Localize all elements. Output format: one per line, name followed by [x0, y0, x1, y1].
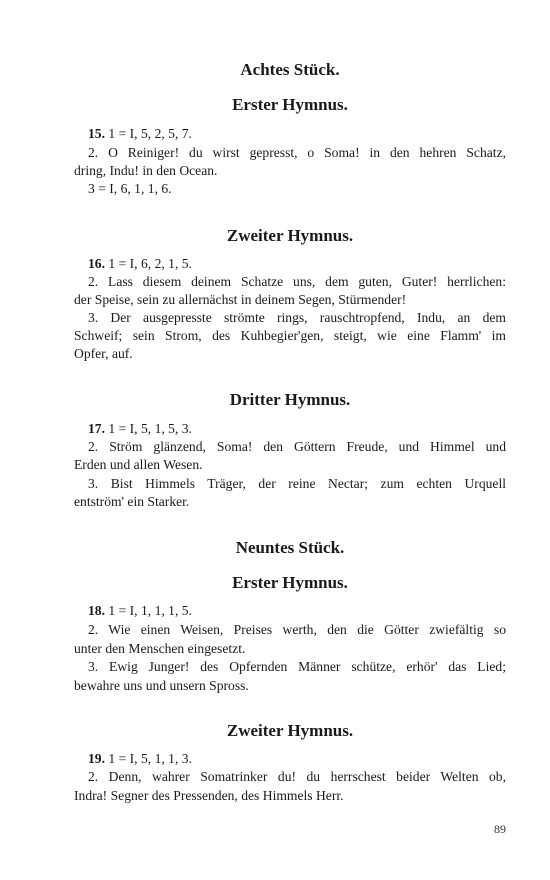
hymn-formula: 1 = I, 5, 1, 1, 3.	[105, 751, 192, 766]
text-line: entström' ein Starker.	[74, 494, 190, 509]
hymn-title: Zweiter Hymnus.	[226, 721, 354, 740]
hymn-title: Erster Hymnus.	[232, 573, 348, 592]
text-line: 2. Ström glänzend, Soma! den Göttern Freude, und Himmel und	[88, 439, 506, 454]
hymn-number: 15.	[88, 126, 105, 141]
hymn-title: Zweiter Hymnus.	[226, 226, 354, 245]
hymn-title: Dritter Hymnus.	[229, 390, 351, 409]
text-line: 2. Denn, wahrer Somatrinker du! du herrschest beider Welten ob,	[88, 769, 506, 784]
hymn-formula: 1 = I, 1, 1, 1, 5.	[105, 603, 192, 618]
hymn-number: 17.	[88, 421, 105, 436]
text-line: Schweif; sein Strom, des Kuhbegier'gen, steigt, wie eine Flamm' im	[74, 328, 506, 343]
hymn-number: 16.	[88, 256, 105, 271]
text-line: dring, Indu! in den Ocean.	[74, 163, 218, 178]
section-title: Achtes Stück.	[240, 60, 340, 79]
hymn-formula: 1 = I, 5, 2, 5, 7.	[105, 126, 192, 141]
hymn-formula: 1 = I, 5, 1, 5, 3.	[105, 421, 192, 436]
text-line: der Speise, sein zu allernächst in deinem Segen, Stürmender!	[74, 292, 407, 307]
page-number: 89	[494, 822, 506, 836]
text-line: Indra! Segner des Pressenden, des Himmels Herr.	[74, 788, 344, 803]
hymn-number: 18.	[88, 603, 105, 618]
hymn-number: 19.	[88, 751, 105, 766]
hymn-formula-line	[74, 420, 506, 438]
hymn-title: Erster Hymnus.	[232, 95, 348, 114]
text-line: 2. Lass diesem deinem Schatze uns, dem guten, Guter! herrlichen:	[88, 274, 506, 289]
hymn-formula-line	[74, 750, 506, 768]
text-line: Opfer, auf.	[74, 346, 133, 361]
section-title: Neuntes Stück.	[235, 538, 345, 557]
hymn-formula-line	[74, 125, 506, 143]
text-line: 2. O Reiniger! du wirst gepresst, o Soma! in den hehren Schatz,	[88, 145, 506, 160]
text-line: 3. Bist Himmels Träger, der reine Nectar; zum echten Urquell	[88, 476, 506, 491]
hymn-formula-line	[74, 255, 506, 273]
text-line: 3. Ewig Junger! des Opfernden Männer schütze, erhör' das Lied;	[88, 659, 506, 674]
text-line: 2. Wie einen Weisen, Preises werth, den die Götter zwiefältig so	[88, 622, 506, 637]
hymn-formula-line	[74, 602, 506, 620]
text-line: unter den Menschen eingesetzt.	[74, 641, 246, 656]
text-line: bewahre uns und unsern Spross.	[74, 678, 249, 693]
text-line: 3. Der ausgepresste strömte rings, rauschtropfend, Indu, an dem	[88, 310, 506, 325]
text-line: 3 = I, 6, 1, 1, 6.	[88, 181, 172, 196]
text-line: Erden und allen Wesen.	[74, 457, 203, 472]
hymn-formula: 1 = I, 6, 2, 1, 5.	[105, 256, 192, 271]
